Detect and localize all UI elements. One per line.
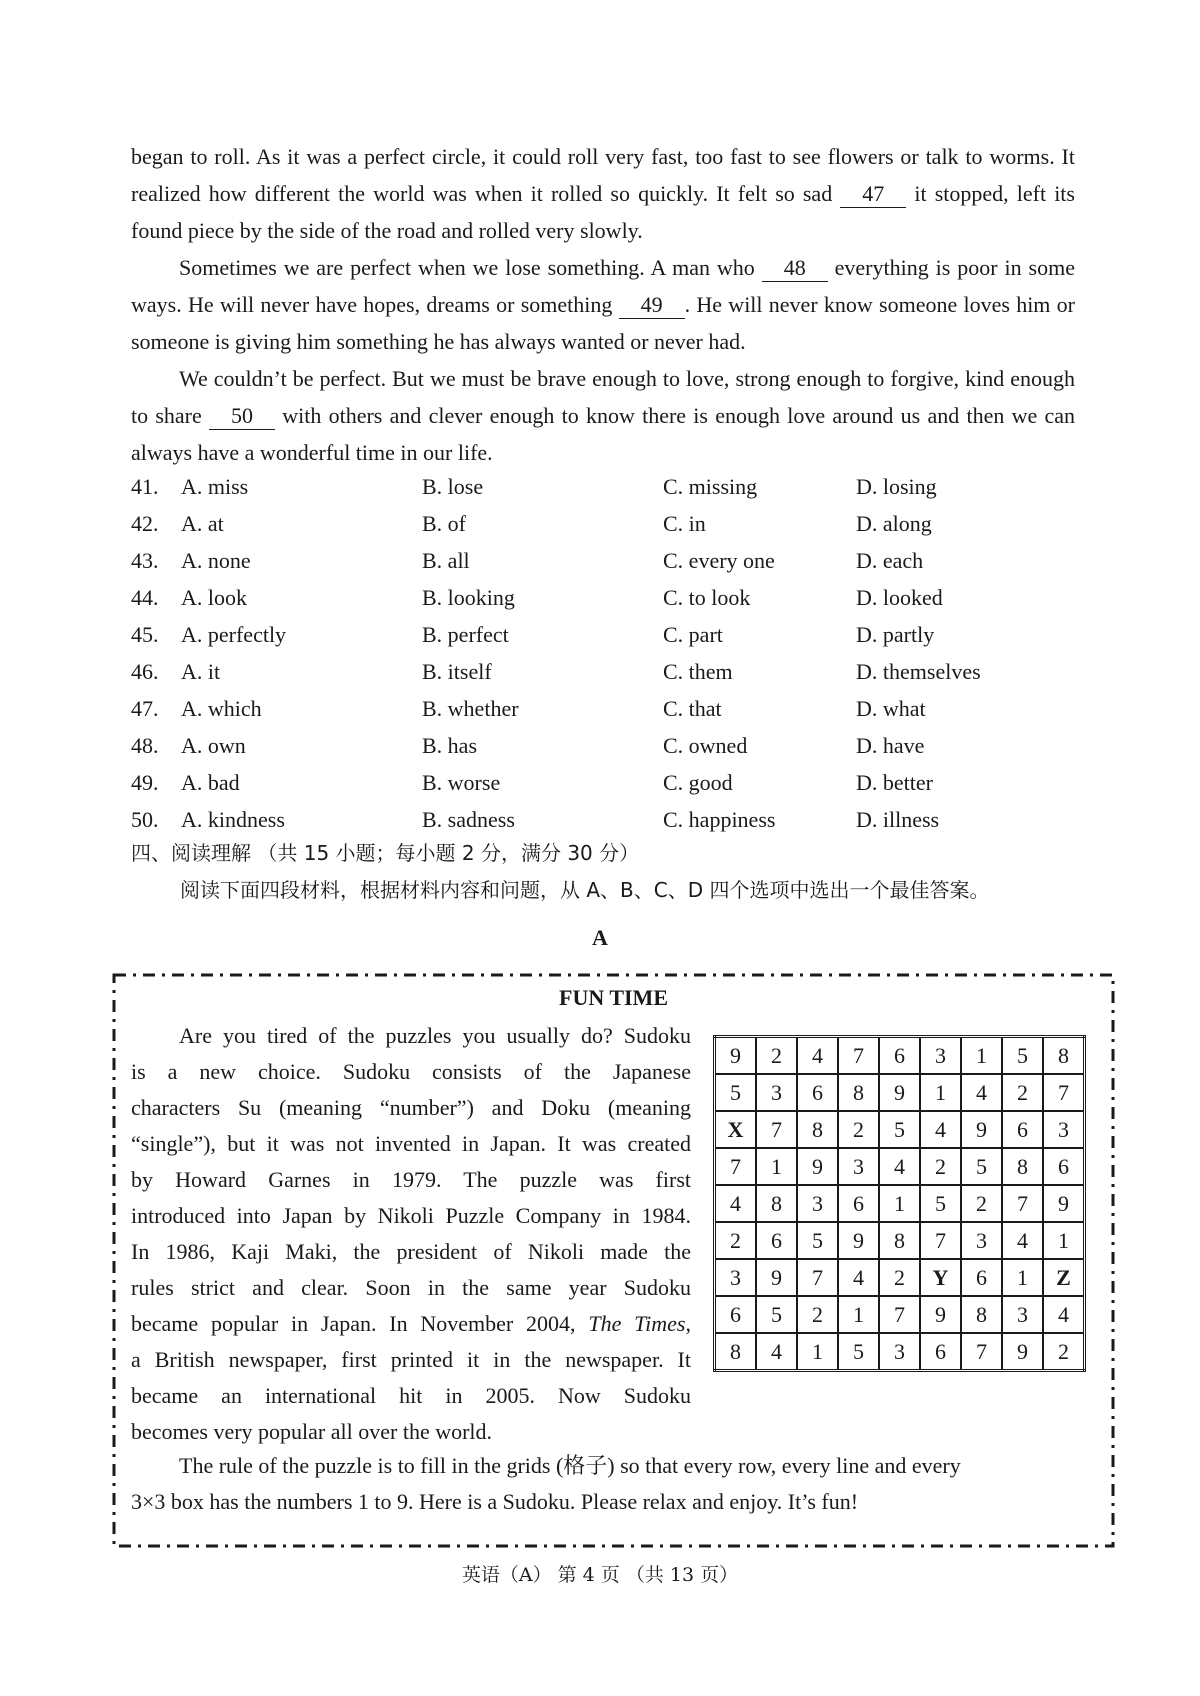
rule-line: 3×3 box has the numbers 1 to 9. Here is a Sudoku. Please relax and enjoy. It’s fun! bbox=[131, 1489, 859, 1514]
question-number: 42. bbox=[131, 511, 159, 536]
option-b: B. has bbox=[422, 733, 477, 758]
cloze-blank-50: 50 bbox=[209, 403, 275, 430]
sudoku-cell: 4 bbox=[1043, 1296, 1085, 1333]
passage-text: began to roll. As it was a perfect circle, it could roll very fast, too fast to see flowers or talk to worms. It realized how different the world was when it rolled so quickly. It felt so sad bbox=[131, 144, 1075, 206]
option-b: B. all bbox=[422, 548, 470, 573]
sudoku-cell: 5 bbox=[1002, 1037, 1043, 1075]
sudoku-cell: 1 bbox=[879, 1185, 920, 1222]
sudoku-cell: 4 bbox=[756, 1333, 797, 1371]
passage-paragraph bbox=[131, 360, 1075, 471]
sudoku-cell: 5 bbox=[715, 1074, 757, 1111]
cloze-passage bbox=[131, 138, 1075, 471]
question-number: 46. bbox=[131, 659, 159, 684]
rule-line: The rule of the puzzle is to fill in the grids (格子) so that every row, every line and every bbox=[179, 1453, 961, 1478]
intro-line: became an international hit in 2005. Now Sudoku bbox=[131, 1383, 691, 1408]
sudoku-cell: 2 bbox=[797, 1296, 838, 1333]
option-row bbox=[131, 505, 1075, 542]
option-b: B. whether bbox=[422, 696, 519, 721]
sudoku-cell: 9 bbox=[879, 1074, 920, 1111]
option-d: D. illness bbox=[856, 807, 940, 832]
sudoku-cell: 9 bbox=[797, 1148, 838, 1185]
option-a: A. none bbox=[181, 548, 251, 573]
sudoku-cell: 4 bbox=[838, 1259, 879, 1296]
option-d: D. better bbox=[856, 770, 933, 795]
passage-paragraph bbox=[131, 249, 1075, 360]
sudoku-cell: 7 bbox=[715, 1148, 757, 1185]
sudoku-cell: 6 bbox=[797, 1074, 838, 1111]
sudoku-cell: 1 bbox=[838, 1296, 879, 1333]
intro-line: by Howard Garnes in 1979. The puzzle was first bbox=[131, 1167, 691, 1192]
sudoku-cell: 7 bbox=[756, 1111, 797, 1148]
intro-line: introduced into Japan by Nikoli Puzzle Company in 1984. bbox=[131, 1203, 691, 1228]
option-a: A. miss bbox=[181, 474, 249, 499]
sudoku-cell: 6 bbox=[961, 1259, 1002, 1296]
question-number: 49. bbox=[131, 770, 159, 795]
passage-text: it stopped, left its found piece by the side of the road and rolled very slowly. bbox=[131, 181, 1075, 243]
option-a: A. at bbox=[181, 511, 224, 536]
question-number: 50. bbox=[131, 807, 159, 832]
sudoku-cell: 8 bbox=[1043, 1037, 1085, 1075]
sudoku-row bbox=[715, 1296, 1085, 1333]
passage-text: We couldn’t be perfect. But we must be brave enough to love, strong enough to forgive, kind enough to share bbox=[131, 366, 1075, 428]
intro-line: “single”), but it was not invented in Japan. It was created bbox=[131, 1131, 691, 1156]
sudoku-cell: 3 bbox=[879, 1333, 920, 1371]
sudoku-row bbox=[715, 1333, 1085, 1371]
sudoku-cell: Y bbox=[920, 1259, 961, 1296]
option-c: C. them bbox=[663, 659, 733, 684]
sudoku-cell: 2 bbox=[920, 1148, 961, 1185]
option-c: C. to look bbox=[663, 585, 751, 610]
option-c: C. in bbox=[663, 511, 706, 536]
option-row bbox=[131, 542, 1075, 579]
sudoku-cell: 3 bbox=[715, 1259, 757, 1296]
passage-paragraph bbox=[131, 138, 1075, 249]
sudoku-cell: 7 bbox=[797, 1259, 838, 1296]
sudoku-row bbox=[715, 1111, 1085, 1148]
sudoku-cell: 7 bbox=[961, 1333, 1002, 1371]
sudoku-cell: 1 bbox=[961, 1037, 1002, 1075]
sudoku-cell: 2 bbox=[1002, 1074, 1043, 1111]
sudoku-cell: 4 bbox=[961, 1074, 1002, 1111]
option-b: B. perfect bbox=[422, 622, 509, 647]
option-a: A. perfectly bbox=[181, 622, 287, 647]
sudoku-cell: 8 bbox=[756, 1185, 797, 1222]
sudoku-cell: 5 bbox=[961, 1148, 1002, 1185]
sudoku-cell: 5 bbox=[838, 1333, 879, 1371]
sudoku-cell: 9 bbox=[1002, 1333, 1043, 1371]
sudoku-cell: 5 bbox=[879, 1111, 920, 1148]
passage-text: Sometimes we are perfect when we lose something. A man who bbox=[179, 255, 762, 280]
sudoku-cell: 1 bbox=[756, 1148, 797, 1185]
option-c: C. every one bbox=[663, 548, 775, 573]
option-a: A. kindness bbox=[181, 807, 285, 832]
sudoku-cell: 8 bbox=[797, 1111, 838, 1148]
question-number: 47. bbox=[131, 696, 159, 721]
option-b: B. worse bbox=[422, 770, 501, 795]
sudoku-cell: 1 bbox=[1002, 1259, 1043, 1296]
option-a: A. which bbox=[181, 696, 262, 721]
option-a: A. bad bbox=[181, 770, 240, 795]
option-row bbox=[131, 579, 1075, 616]
intro-line: a British newspaper, first printed it in the newspaper. It bbox=[131, 1347, 691, 1372]
option-row bbox=[131, 727, 1075, 764]
passage-text: with others and clever enough to know there is enough love around us and then we can always have a wonderful time in our life. bbox=[131, 403, 1075, 465]
sudoku-cell: 9 bbox=[1043, 1185, 1085, 1222]
sudoku-cell: 8 bbox=[1002, 1148, 1043, 1185]
sudoku-intro-text bbox=[131, 1018, 691, 1450]
sudoku-cell: 3 bbox=[1002, 1296, 1043, 1333]
sudoku-rule-text bbox=[131, 1448, 1081, 1520]
sudoku-cell: 3 bbox=[756, 1074, 797, 1111]
intro-line bbox=[131, 1306, 691, 1342]
sudoku-cell: 7 bbox=[838, 1037, 879, 1075]
option-c: C. missing bbox=[663, 474, 758, 499]
sudoku-cell: 3 bbox=[920, 1037, 961, 1075]
option-row bbox=[131, 801, 1075, 838]
option-row bbox=[131, 468, 1075, 505]
sudoku-cell: 7 bbox=[1002, 1185, 1043, 1222]
sudoku-cell: 4 bbox=[879, 1148, 920, 1185]
sudoku-cell: 4 bbox=[1002, 1222, 1043, 1259]
cloze-blank-49: 49 bbox=[619, 292, 685, 319]
sudoku-cell: 1 bbox=[1043, 1222, 1085, 1259]
fun-time-title: FUN TIME bbox=[559, 985, 668, 1010]
option-c: C. that bbox=[663, 696, 722, 721]
option-b: B. of bbox=[422, 511, 466, 536]
sudoku-cell: 1 bbox=[920, 1074, 961, 1111]
option-d: D. each bbox=[856, 548, 924, 573]
newspaper-name: The Times bbox=[588, 1311, 686, 1336]
sudoku-cell: 3 bbox=[838, 1148, 879, 1185]
option-d: D. have bbox=[856, 733, 925, 758]
option-row bbox=[131, 616, 1075, 653]
intro-line: becomes very popular all over the world. bbox=[131, 1419, 493, 1444]
sudoku-row bbox=[715, 1148, 1085, 1185]
sudoku-cell: 7 bbox=[1043, 1074, 1085, 1111]
sudoku-cell: 5 bbox=[756, 1296, 797, 1333]
option-d: D. looked bbox=[856, 585, 943, 610]
sudoku-cell: 6 bbox=[1002, 1111, 1043, 1148]
question-number: 45. bbox=[131, 622, 159, 647]
option-a: A. own bbox=[181, 733, 246, 758]
sudoku-cell: 7 bbox=[920, 1222, 961, 1259]
sudoku-cell: 6 bbox=[756, 1222, 797, 1259]
option-row bbox=[131, 764, 1075, 801]
cloze-blank-48: 48 bbox=[762, 255, 828, 282]
sudoku-grid bbox=[713, 1035, 1086, 1372]
option-d: D. losing bbox=[856, 474, 937, 499]
question-number: 48. bbox=[131, 733, 159, 758]
sudoku-cell: Z bbox=[1043, 1259, 1085, 1296]
intro-line: rules strict and clear. Soon in the same year Sudoku bbox=[131, 1275, 691, 1300]
cloze-options bbox=[131, 468, 1075, 838]
option-c: C. part bbox=[663, 622, 723, 647]
option-b: B. itself bbox=[422, 659, 492, 684]
sudoku-cell: 4 bbox=[797, 1037, 838, 1075]
sudoku-cell: 2 bbox=[961, 1185, 1002, 1222]
option-b: B. sadness bbox=[422, 807, 515, 832]
option-d: D. themselves bbox=[856, 659, 981, 684]
question-number: 41. bbox=[131, 474, 159, 499]
sudoku-cell: 6 bbox=[920, 1333, 961, 1371]
sudoku-cell: 8 bbox=[838, 1074, 879, 1111]
page-footer: 英语（A） 第 4 页 （共 13 页） bbox=[461, 1564, 739, 1586]
sudoku-cell: 2 bbox=[756, 1037, 797, 1075]
sudoku-cell: 9 bbox=[715, 1037, 757, 1075]
intro-line: is a new choice. Sudoku consists of the Japanese bbox=[131, 1059, 691, 1084]
sudoku-cell: 3 bbox=[797, 1185, 838, 1222]
sudoku-cell: 6 bbox=[838, 1185, 879, 1222]
sudoku-cell: 2 bbox=[838, 1111, 879, 1148]
sudoku-cell: 3 bbox=[961, 1222, 1002, 1259]
intro-line: characters Su (meaning “number”) and Doku (meaning bbox=[131, 1095, 691, 1120]
fun-time-box bbox=[112, 973, 1115, 1548]
option-a: A. look bbox=[181, 585, 247, 610]
sudoku-row bbox=[715, 1074, 1085, 1111]
sudoku-cell: 6 bbox=[1043, 1148, 1085, 1185]
sudoku-cell: 5 bbox=[797, 1222, 838, 1259]
sudoku-cell: 7 bbox=[879, 1296, 920, 1333]
passage-text: everything is poor in some ways. He will never have hopes, dreams or something bbox=[131, 255, 1075, 317]
intro-line: In 1986, Kaji Maki, the president of Nikoli made the bbox=[131, 1239, 691, 1264]
option-row bbox=[131, 690, 1075, 727]
sudoku-row bbox=[715, 1259, 1085, 1296]
sudoku-cell: 9 bbox=[920, 1296, 961, 1333]
sudoku-cell: 9 bbox=[756, 1259, 797, 1296]
option-d: D. along bbox=[856, 511, 932, 536]
sudoku-cell: 5 bbox=[920, 1185, 961, 1222]
option-b: B. lose bbox=[422, 474, 484, 499]
sudoku-cell: X bbox=[715, 1111, 757, 1148]
sudoku-cell: 9 bbox=[961, 1111, 1002, 1148]
sudoku-row bbox=[715, 1037, 1085, 1075]
option-d: D. what bbox=[856, 696, 926, 721]
option-row bbox=[131, 653, 1075, 690]
section-instruction: 阅读下面四段材料，根据材料内容和问题，从 A、B、C、D 四个选项中选出一个最佳答案。 bbox=[180, 878, 990, 902]
sudoku-cell: 3 bbox=[1043, 1111, 1085, 1148]
part-letter: A bbox=[592, 925, 608, 950]
sudoku-cell: 6 bbox=[715, 1296, 757, 1333]
sudoku-cell: 4 bbox=[715, 1185, 757, 1222]
cloze-blank-47: 47 bbox=[840, 181, 906, 208]
question-number: 44. bbox=[131, 585, 159, 610]
sudoku-cell: 8 bbox=[715, 1333, 757, 1371]
sudoku-cell: 9 bbox=[838, 1222, 879, 1259]
sudoku-cell: 2 bbox=[1043, 1333, 1085, 1371]
option-a: A. it bbox=[181, 659, 221, 684]
option-c: C. owned bbox=[663, 733, 748, 758]
question-number: 43. bbox=[131, 548, 159, 573]
sudoku-cell: 4 bbox=[920, 1111, 961, 1148]
option-d: D. partly bbox=[856, 622, 935, 647]
sudoku-row bbox=[715, 1185, 1085, 1222]
sudoku-row bbox=[715, 1222, 1085, 1259]
sudoku-cell: 2 bbox=[879, 1259, 920, 1296]
sudoku-cell: 6 bbox=[879, 1037, 920, 1075]
passage-text: . He will never know someone loves him or someone is giving him something he has always wanted or never had. bbox=[131, 292, 1076, 354]
sudoku-cell: 1 bbox=[797, 1333, 838, 1371]
option-c: C. good bbox=[663, 770, 733, 795]
intro-line-text: became popular in Japan. In November 2004, bbox=[131, 1311, 589, 1336]
intro-line-text: , bbox=[685, 1311, 691, 1336]
sudoku-cell: 2 bbox=[715, 1222, 757, 1259]
option-b: B. looking bbox=[422, 585, 515, 610]
section-heading: 四、阅读理解 （共 15 小题；每小题 2 分，满分 30 分） bbox=[131, 841, 640, 865]
intro-line: Are you tired of the puzzles you usually do? Sudoku bbox=[179, 1023, 691, 1048]
sudoku-cell: 8 bbox=[961, 1296, 1002, 1333]
sudoku-cell: 8 bbox=[879, 1222, 920, 1259]
option-c: C. happiness bbox=[663, 807, 776, 832]
